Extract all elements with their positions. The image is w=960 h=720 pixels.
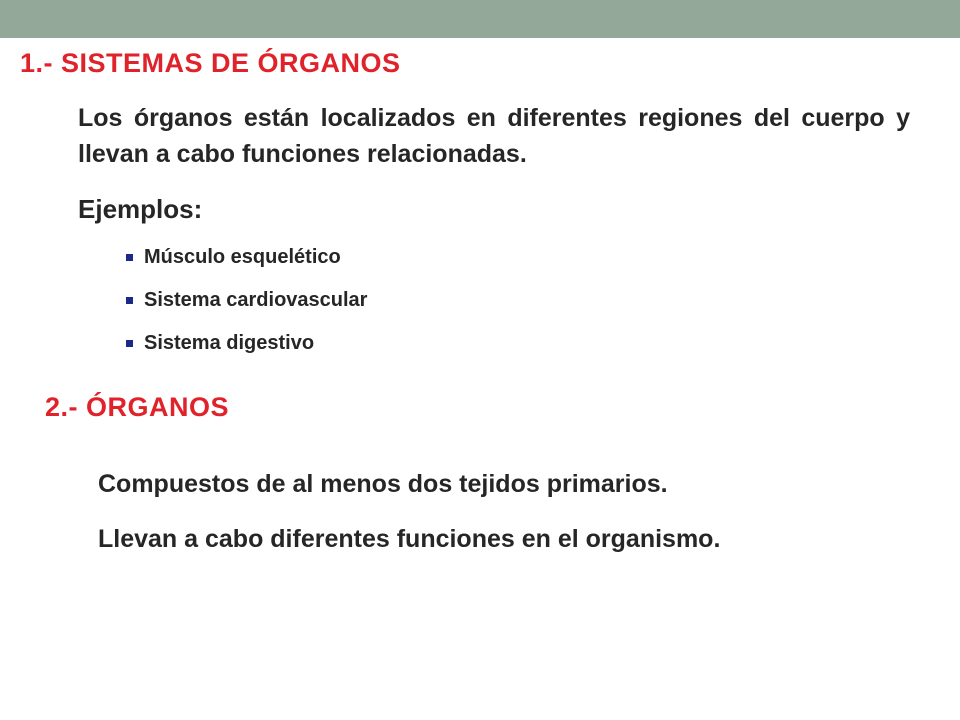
list-item <box>126 279 367 322</box>
section2-line2: Llevan a cabo diferentes funciones en el organismo. <box>98 525 721 553</box>
list-item-label: Sistema cardiovascular <box>144 289 368 311</box>
list-item <box>126 236 367 279</box>
list-item <box>126 322 367 365</box>
list-item-label: Músculo esquelético <box>144 246 341 268</box>
square-bullet-icon <box>126 254 133 261</box>
square-bullet-icon <box>126 340 133 347</box>
section2-title: 2.- ÓRGANOS <box>45 392 230 422</box>
section1-paragraph: Los órganos están localizados en diferentes regiones del cuerpo y llevan a cabo funciones relacionadas. <box>78 104 910 168</box>
square-bullet-icon <box>126 297 133 304</box>
top-bar <box>0 0 960 38</box>
examples-list <box>126 236 367 365</box>
section1-title: 1.- SISTEMAS DE ÓRGANOS <box>20 48 401 78</box>
examples-label: Ejemplos: <box>78 194 203 224</box>
section2-line1: Compuestos de al menos dos tejidos primarios. <box>98 470 668 498</box>
list-item-label: Sistema digestivo <box>144 332 315 354</box>
